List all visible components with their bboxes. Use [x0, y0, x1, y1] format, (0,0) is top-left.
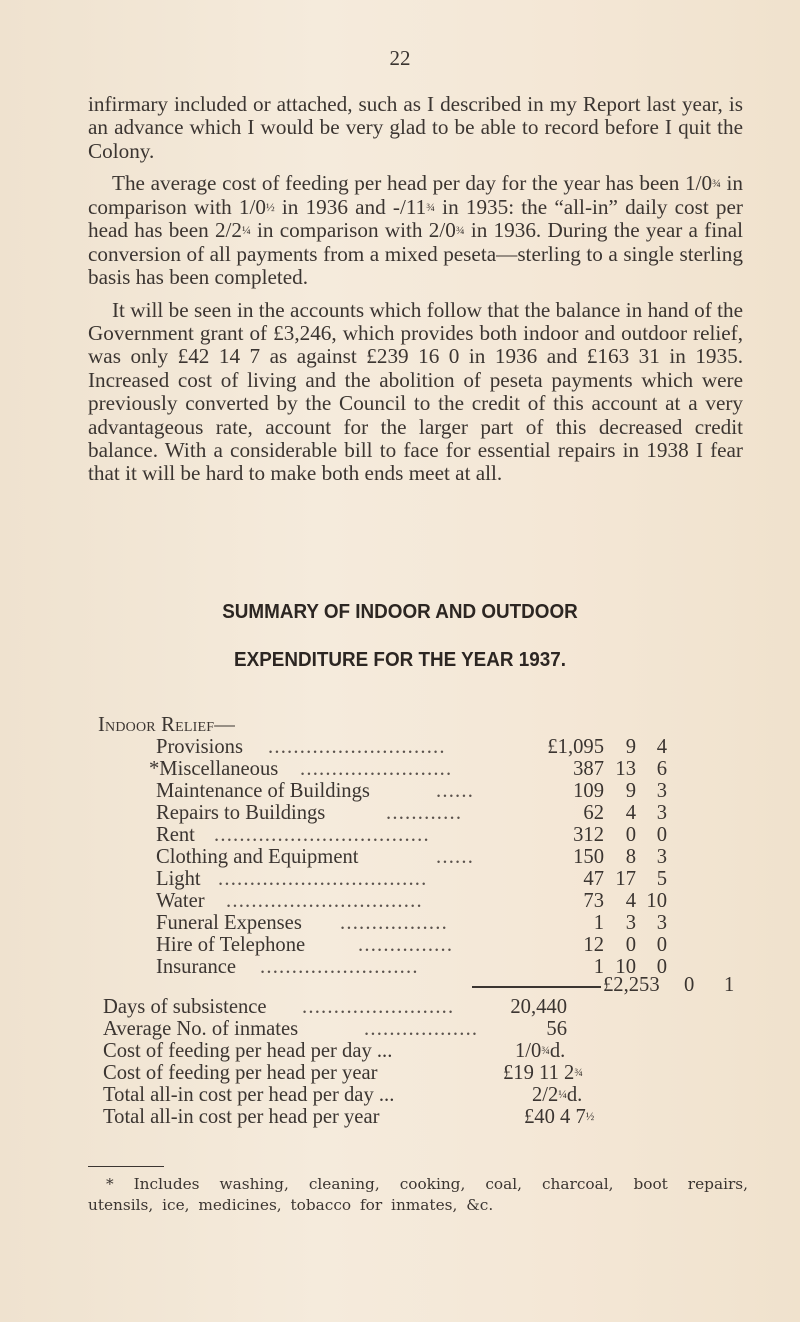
- dot-leader: ........................: [302, 997, 455, 1018]
- text-segment: The average cost of feeding per head per day for the year has been 1/0: [112, 171, 713, 196]
- amount-shillings: 0: [625, 934, 636, 956]
- amount-pounds: 62: [583, 802, 604, 824]
- stat-label: Days of subsistence: [103, 996, 267, 1018]
- expense-label: *Miscellaneous: [149, 758, 279, 780]
- expense-row: [0, 737, 800, 759]
- fraction: ¾: [712, 177, 721, 191]
- value-main: £40 4 7: [524, 1106, 586, 1128]
- amount-shillings: 8: [625, 846, 636, 868]
- total-pence: 1: [724, 974, 735, 996]
- fraction: ½: [265, 200, 275, 214]
- expense-label: Rent: [156, 824, 195, 846]
- stat-row: [0, 1107, 800, 1129]
- paragraph-2: [88, 172, 743, 289]
- amount-pounds: 47: [583, 868, 604, 890]
- stat-row: [0, 1041, 800, 1063]
- section-label-indoor-relief: Indoor Relief—: [98, 714, 236, 736]
- stat-value: [515, 1041, 565, 1063]
- expense-label: Light: [156, 868, 201, 890]
- expense-row: [0, 803, 800, 825]
- section-heading-line-1: SUMMARY OF INDOOR AND OUTDOOR: [222, 600, 578, 623]
- total-pounds: £2,253: [603, 974, 660, 996]
- amount-pence: 0: [656, 934, 667, 956]
- amount-pounds: 312: [573, 824, 604, 846]
- stat-value: [503, 1063, 583, 1085]
- fraction: ½: [585, 1111, 595, 1124]
- expense-row: [0, 913, 800, 935]
- amount-shillings: 4: [625, 890, 636, 912]
- total-shillings: 0: [684, 974, 695, 996]
- amount-shillings: 0: [625, 824, 636, 846]
- amount-pounds: 387: [573, 758, 604, 780]
- stat-label: Average No. of inmates: [103, 1018, 299, 1040]
- fraction: ¾: [574, 1067, 583, 1080]
- fraction: ¼: [558, 1089, 567, 1102]
- section-heading-line-2: EXPENDITURE FOR THE YEAR 1937.: [234, 648, 566, 671]
- dot-leader: ............: [386, 803, 463, 824]
- amount-pounds: 1: [593, 912, 604, 934]
- amount-shillings: 3: [625, 912, 636, 934]
- stat-value: [532, 1085, 582, 1107]
- dot-leader: .........................: [260, 957, 419, 978]
- amount-shillings: 10: [615, 956, 636, 978]
- dot-leader: ........................: [300, 759, 453, 780]
- value-suffix: d.: [549, 1040, 566, 1062]
- amount-pence: 3: [656, 912, 667, 934]
- amount-pounds: 73: [583, 890, 604, 912]
- dot-leader: ......: [436, 847, 475, 868]
- amount-pounds: 109: [573, 780, 604, 802]
- stat-value: [524, 1107, 594, 1129]
- dot-leader: ..................: [364, 1019, 479, 1040]
- footnote: [88, 1174, 748, 1216]
- expense-label: Insurance: [156, 956, 237, 978]
- amount-pence: 4: [656, 736, 667, 758]
- stat-label: Cost of feeding per head per day ...: [103, 1040, 393, 1062]
- fraction: ¼: [242, 224, 251, 238]
- paragraph-3: It will be seen in the accounts which follow that the balance in hand of the Government grant of £3,246, which provides both indoor and outdoor relief, was only £42 14 7 as against £239 16 0 in 1936 and £163 31 in 1935. Increased cost of living and the abolition of peseta payments which were previously converted by the Council to the credit of this account at a very advantageous rate, account for the larger part of this decreased credit balance. With a considerable bill to face for essential repairs in 1938 I fear that it will be hard to make both ends meet at all.: [88, 297, 743, 486]
- expense-row: [0, 825, 800, 847]
- amount-pence: 10: [646, 890, 667, 912]
- subtotal-rule: [472, 986, 601, 988]
- dot-leader: ...............: [358, 935, 454, 956]
- expense-row: [0, 891, 800, 913]
- expense-label: Maintenance of Buildings: [156, 780, 370, 802]
- stat-label: Cost of feeding per head per year: [103, 1062, 378, 1084]
- body-text: [88, 93, 743, 495]
- amount-pence: 6: [656, 758, 667, 780]
- amount-shillings: 9: [625, 736, 636, 758]
- expense-row: [0, 957, 800, 979]
- dot-leader: ..................................: [214, 825, 430, 846]
- footnote-rule: [88, 1166, 164, 1167]
- expense-label: Provisions: [156, 736, 243, 758]
- expense-label: Repairs to Buildings: [156, 802, 326, 824]
- stat-row: [0, 1085, 800, 1107]
- dot-leader: ......: [436, 781, 475, 802]
- expense-row: [0, 847, 800, 869]
- value-main: 2/2: [532, 1084, 559, 1106]
- expense-label: Water: [156, 890, 205, 912]
- expense-label: Funeral Expenses: [156, 912, 302, 934]
- fraction: ¾: [455, 224, 465, 238]
- dot-leader: .................................: [218, 869, 428, 890]
- amount-pounds: 1: [593, 956, 604, 978]
- amount-shillings: 9: [625, 780, 636, 802]
- amount-pounds: 12: [583, 934, 604, 956]
- text-segment: in comparison with 1/0: [88, 171, 743, 219]
- amount-pounds: £1,095: [547, 736, 604, 758]
- paragraph-1: infirmary included or attached, such as I described in my Report last year, is an advance which I would be very glad to be able to record before I quit the Colony.: [88, 92, 743, 163]
- amount-pounds: 150: [573, 846, 604, 868]
- amount-shillings: 4: [625, 802, 636, 824]
- stat-value: 56: [546, 1018, 567, 1040]
- stat-value: 20,440: [510, 996, 567, 1018]
- dot-leader: .................: [340, 913, 448, 934]
- expense-label: Hire of Telephone: [156, 934, 306, 956]
- value-main: 1/0: [515, 1040, 542, 1062]
- text-segment: in 1935: the “all-in” daily cost per head has been 2/2: [88, 194, 743, 243]
- stat-row: [0, 1063, 800, 1085]
- amount-pence: 0: [656, 824, 667, 846]
- text-segment: in 1936. During the year a final conversion of all payments from a mixed peseta—sterling to a single sterling basis has been completed.: [88, 218, 744, 290]
- amount-pence: 3: [656, 780, 667, 802]
- fraction: ¾: [426, 200, 435, 214]
- stat-label: Total all-in cost per head per year: [103, 1106, 380, 1128]
- amount-pence: 0: [656, 956, 667, 978]
- expense-row: [0, 759, 800, 781]
- value-suffix: d.: [566, 1084, 583, 1106]
- footnote-line-1: * Includes washing, cleaning, cooking, coal, charcoal, boot repairs,: [106, 1175, 748, 1193]
- amount-pence: 3: [656, 846, 667, 868]
- text-segment: in comparison with 2/0: [250, 218, 456, 243]
- expense-row: [0, 935, 800, 957]
- expense-row: [0, 869, 800, 891]
- amount-shillings: 13: [615, 758, 636, 780]
- stat-row: [0, 997, 800, 1019]
- value-main: £19 11 2: [503, 1062, 575, 1084]
- footnote-line-2: utensils, ice, medicines, tobacco for inmates, &c.: [88, 1196, 494, 1214]
- amount-pence: 3: [656, 802, 667, 824]
- text-segment: in 1936 and -/11: [274, 194, 427, 219]
- fraction: ¾: [541, 1045, 550, 1058]
- stat-row: [0, 1019, 800, 1041]
- dot-leader: ............................: [268, 737, 446, 758]
- stat-label: Total all-in cost per head per day ...: [103, 1084, 395, 1106]
- amount-pence: 5: [656, 868, 667, 890]
- amount-shillings: 17: [615, 868, 636, 890]
- expense-row: [0, 781, 800, 803]
- page-number: 22: [389, 46, 411, 70]
- expense-label: Clothing and Equipment: [156, 846, 359, 868]
- dot-leader: ...............................: [226, 891, 423, 912]
